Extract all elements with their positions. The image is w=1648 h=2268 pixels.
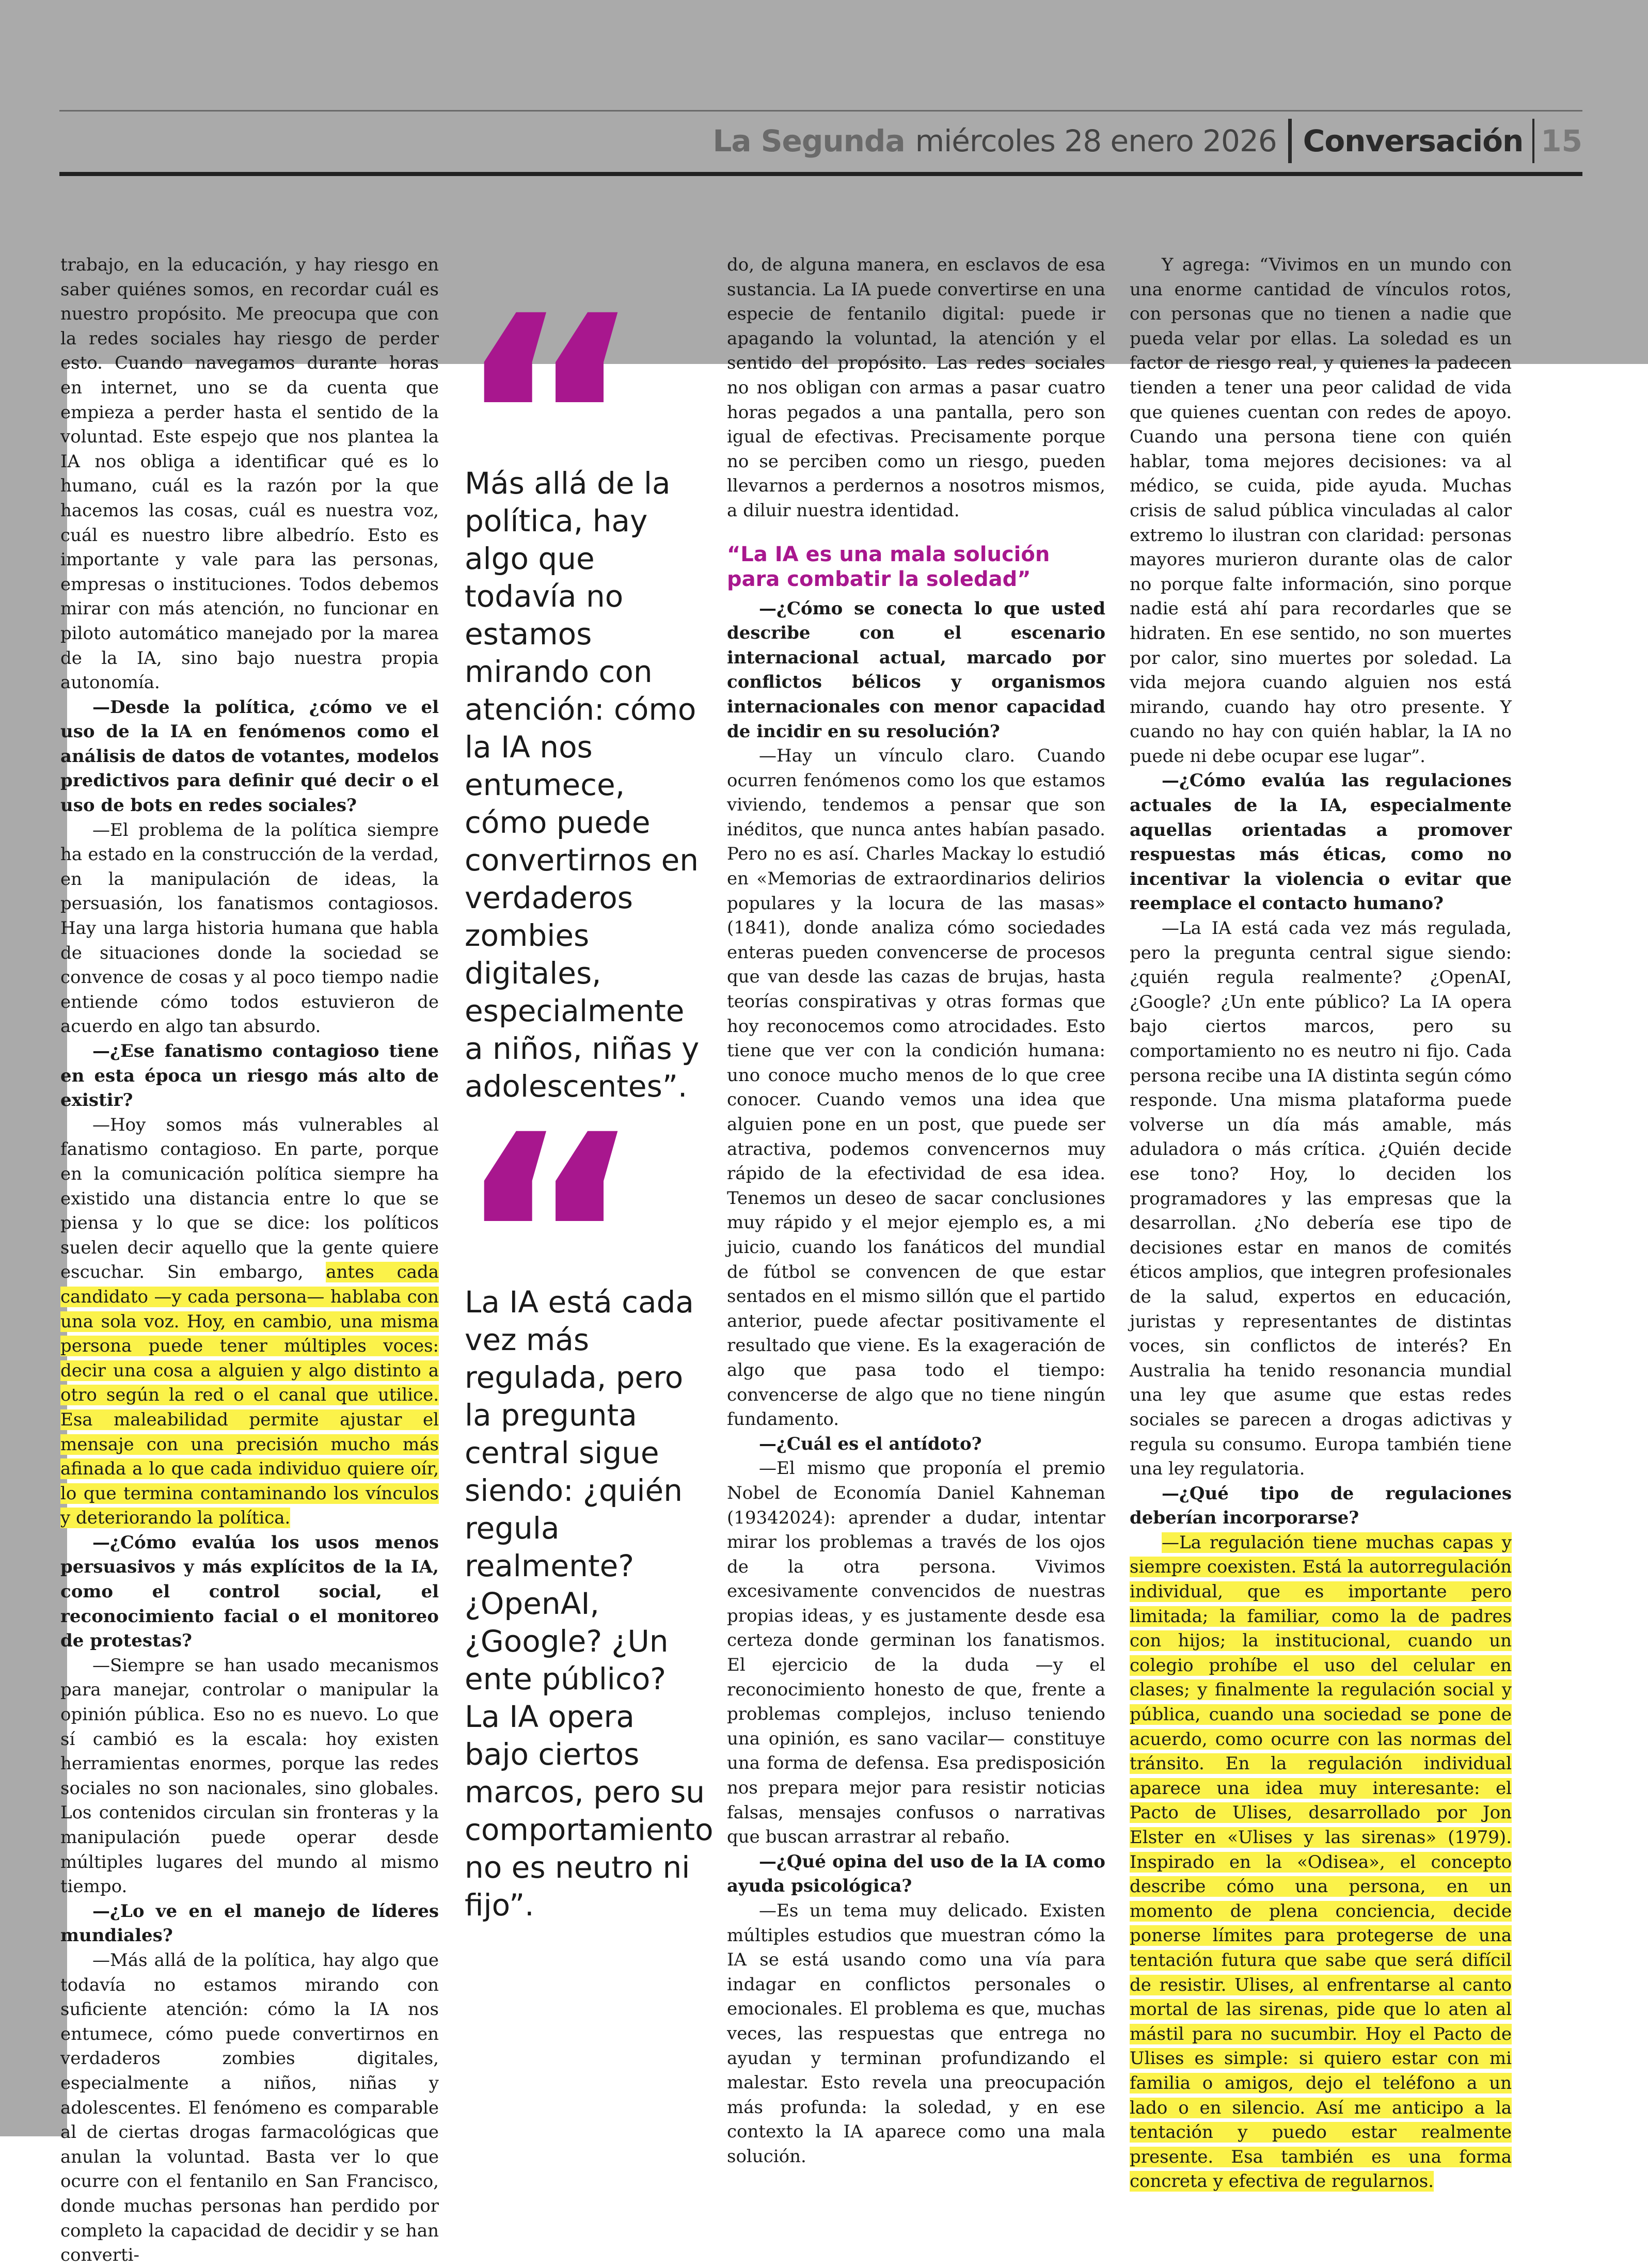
quote-mark-icon <box>454 310 707 465</box>
interview-answer: —La IA está cada vez más regulada, pero la pregunta central sigue siendo: ¿quién regula realmente? ¿OpenAI, ¿Google? ¿Un ente público? La IA opera bajo ciertos marcos, pero su comportamiento no es neutro ni fijo. Cada persona recibe una IA distinta según cómo responde. Una misma plataforma puede volverse un día más amable, más aduladora o más crítica. ¿Quién decide ese tono? Hoy, lo deciden los programadores y las empresas que la desarrollan. ¿No debería ese tipo de decisiones estar en manos de comités éticos amplios, que integren profesionales de la salud, expertos en educación, juristas y representantes de distintas voces, sin conflictos de interés? En Australia ha tenido resonancia mundial una ley que asume que estas redes sociales se parecen a drogas adictivas y regula su consumo. Europa también tiene una ley regulatoria. <box>1130 918 1512 1480</box>
header-rule <box>59 172 1582 176</box>
interview-question: —¿Cómo evalúa los usos menos persuasivos y más explícitos de la IA, como el control social, el reconocimiento facial o el monitoreo de protestas? <box>60 1532 439 1652</box>
interview-answer: —El mismo que proponía el premio Nobel de Economía Daniel Kahneman (19342024): aprender a dudar, intentar mirar los problemas a través de los ojos de la otra persona. Vivimos excesivamente convencidos de nuestras propias ideas, y es justamente desde esa certeza donde germinan los fanatismos. El ejercicio de la duda —y el reconocimiento honesto de que, frente a problemas complejos, incluso teniendo una opinión, es sano vacilar— constituye una forma de defensa. Esa predisposición nos prepara mejor para resistir noticias falsas, mensajes confusos o narrativas que buscan arrastrar al rebaño. <box>727 1458 1105 1848</box>
answer-text: —Hoy somos más vulnerables al fanatismo contagioso. En parte, porque en la comunicación política siempre ha existido una distancia entre lo que se piensa y lo que se dice: los políticos suelen decir aquello que la gente quiere escuchar. Sin embargo, <box>60 1114 439 1283</box>
article-column-1 <box>60 253 439 2268</box>
page-header <box>59 113 1582 169</box>
top-rule <box>59 110 1582 112</box>
pull-quote-text: La IA está cada vez más regulada, pero la pregunta central sigue siendo: ¿quién regula realmente? ¿OpenAI, ¿Google? ¿Un ente público? La IA opera bajo ciertos marcos, pero su comportamiento no es neutro ni fijo”. <box>465 1284 714 1923</box>
section-subheading: “La IA es una mala solución para combatir la soledad” <box>727 542 1050 591</box>
interview-question: —¿Cuál es el antídoto? <box>759 1433 982 1454</box>
interview-question: —¿Lo ve en el manejo de líderes mundiales? <box>60 1900 439 1946</box>
paragraph: Y agrega: “Vivimos en un mundo con una enorme cantidad de vínculos rotos, con personas que no tienen a nadie que pueda velar por ellas. La soledad es un factor de riesgo real, y quienes la padecen tienden a tener una peor calidad de vida que quienes cuentan con redes de apoyo. Cuando una persona tiene con quién hablar, toma mejores decisiones: va al médico, se cuida, pide ayuda. Muchas crisis de salud pública vinculadas al calor extremo lo ilustran con claridad: personas mayores murieron durante olas de calor no porque falte información, sino porque nadie está ahí para recordarles que se hidraten. En ese sentido, no son muertes por calor, sino muertes por soledad. La vida mejora cuando alguien nos está mirando, cuando hay otro presente. Y cuando no hay con quién hablar, la IA no puede ni debe ocupar ese lugar”. <box>1130 255 1512 767</box>
quote-mark-icon <box>454 1129 707 1283</box>
page-number: 15 <box>1541 123 1582 158</box>
pull-quote-1 <box>465 310 707 1105</box>
interview-answer: —Más allá de la política, hay algo que todavía no estamos mirando con suficiente atención: cómo la IA nos entumece, cómo puede convertirnos en verdaderos zombies digitales, especialmente a niños, niñas y adolescentes. El fenómeno es comparable al de ciertas drogas farmacológicas que anulan la voluntad. Basta ver lo que ocurre con el fentanilo en San Francisco, donde muchas personas han perdido por completo la capacidad de decidir y se han converti- <box>60 1949 439 2266</box>
publication-name: La Segunda <box>712 123 905 158</box>
interview-answer: —Hay un vínculo claro. Cuando ocurren fenómenos como los que estamos viviendo, tendemos a pensar que son inéditos, que nunca antes habían pasado. Pero no es así. Charles Mackay lo estudió en «Memorias de extraordinarios delirios populares y la locura de las masas» (1841), donde analiza cómo sociedades enteras pueden convencerse de procesos que van desde las cazas de brujas, hasta teorías conspirativas y otras formas que hoy reconocemos como atrocidades. Esto tiene que ver con la condición humana: uno conoce mucho menos de lo que cree conocer. Cuando vemos una idea que alguien pone en un post, que puede ser atractiva, podemos convencernos muy rápido de la efectividad de esa idea. Tenemos un deseo de sacar conclusiones muy rápido y el mejor ejemplo es, a mi juicio, cuando los fanáticos del mundial de fútbol se convencen de que estar sentados en el mismo sillón que el partido anterior, puede afectar positivamente el resultado que viene. Es la exageración de algo que pasa todo el tiempo: convencerse de algo que no tiene ningún fundamento. <box>727 746 1105 1430</box>
interview-answer: —Es un tema muy delicado. Existen múltiples estudios que muestran cómo la IA se está usando como una vía para indagar en conflictos personales o emocionales. El problema es que, muchas veces, las respuestas que entrega no ayudan y terminan profundizando el malestar. Esto revela una preocupación más profunda: la soledad, y en ese contexto la IA aparece como una mala solución. <box>727 1900 1105 2167</box>
pull-quote-2 <box>465 1129 714 1924</box>
interview-question: —¿Cómo evalúa las regulaciones actuales de la IA, especialmente aquellas orientadas a promover respuestas más éticas, como no incentivar la violencia o evitar que reemplace el contacto humano? <box>1130 770 1512 914</box>
interview-question: —¿Qué tipo de regulaciones deberían incorporarse? <box>1130 1483 1512 1529</box>
header-divider <box>1288 119 1292 163</box>
highlighted-text: antes cada candidato —y cada persona— hablaba con una sola voz. Hoy, en cambio, una misma persona puede tener múltiples voces: decir una cosa a alguien y algo distinto a otro según la red o el canal que utilice. Esa maleabilidad permite ajustar el mensaje con una precisión mucho más afinada a lo que cada individuo quiere oír, lo que termina contaminando los vínculos y deteriorando la política. <box>60 1262 439 1529</box>
interview-answer <box>1130 1531 1512 2194</box>
interview-question: —¿Qué opina del uso de la IA como ayuda psicológica? <box>727 1851 1105 1897</box>
article-column-3 <box>727 253 1105 2169</box>
paragraph: do, de alguna manera, en esclavos de esa sustancia. La IA puede convertirse en una especie de fentanilo digital: puede ir apagando la voluntad, la atención y el sentido del propósito. Las redes sociales no nos obligan con armas a pasar cuatro horas pegados a una pantalla, pero son igual de efectivas. Precisamente porque no se perciben como un riesgo, pueden llevarnos a perdernos a nosotros mismos, a diluir nuestra identidad. <box>727 255 1105 521</box>
interview-question: —¿Ese fanatismo contagioso tiene en esta época un riesgo más alto de existir? <box>60 1041 439 1111</box>
interview-answer: —El problema de la política siempre ha estado en la construcción de la verdad, en la manipulación de ideas, la persuasión, los fanatismos contagiosos. Hay una larga historia humana que habla de situaciones donde la sociedad se convence de cosas y al poco tiempo nadie entiende cómo todos estuvieron de acuerdo en algo tan absurdo. <box>60 819 439 1037</box>
pull-quote-text: Más allá de la política, hay algo que todavía no estamos mirando con atención: cómo la IA nos entumece, cómo puede convertirnos en verdaderos zombies digitales, especialmente a niños, niñas y adolescentes”. <box>465 466 700 1104</box>
paragraph: trabajo, en la educación, y hay riesgo en saber quiénes somos, en recordar cuál es nuestro propósito. Me preocupa que con la redes sociales hay riesgo de perder esto. Cuando navegamos durante horas en internet, uno se da cuenta que empieza a perder hasta el sentido de la voluntad. Este espejo que nos plantea la IA nos obliga a identificar qué es lo humano, cuál es la razón por la que hacemos las cosas, cuál es nuestra voz, cuál es nuestro libre albedrío. Esto es importante y vale para las personas, empresas o instituciones. Todos debemos mirar con más atención, no funcionar en piloto automático manejado por la marea de la IA, sino bajo nuestra propia autonomía. <box>60 255 439 693</box>
section-name: Conversación <box>1303 123 1524 158</box>
interview-answer <box>60 1113 439 1531</box>
interview-question: —¿Cómo se conecta lo que usted describe con el escenario internacional actual, marcado por conflictos bélicos y organismos internacionales con menor capacidad de incidir en su resolución? <box>727 598 1105 742</box>
interview-question: —Desde la política, ¿cómo ve el uso de la IA en fenómenos como el análisis de datos de votantes, modelos predictivos para definir qué decir o el uso de bots en redes sociales? <box>60 696 439 816</box>
issue-date: miércoles 28 enero 2026 <box>915 123 1277 158</box>
highlighted-text: —La regulación tiene muchas capas y siempre coexisten. Está la autorregulación individual, que es importante pero limitada; la familiar, como la de padres con hijos; la institucional, cuando un colegio prohíbe el uso del celular en clases; y finalmente la regulación social y pública, cuando una sociedad se pone de acuerdo, como ocurre con las normas del tránsito. En la regulación individual aparece una idea muy interesante: el Pacto de Ulises, desarrollado por Jon Elster en «Ulises y las sirenas» (1979). Inspirado en la «Odisea», el concepto describe cómo una persona, en un momento de plena conciencia, decide ponerse límites para protegerse de una tentación futura que sabe que será difícil de resistir. Ulises, al enfrentarse al canto mortal de las sirenas, pide que lo aten al mástil para no sucumbir. Hoy el Pacto de Ulises es simple: si quiero estar con mi familia o amigos, dejo el teléfono a un lado o en silencio. Así me anticipo a la tentación y puedo estar realmente presente. Esa también es una forma concreta y efectiva de regularnos. <box>1130 1532 1512 2192</box>
header-divider <box>1532 119 1534 163</box>
article-column-4 <box>1130 253 1512 2194</box>
interview-answer: —Siempre se han usado mecanismos para manejar, controlar o manipular la opinión pública. Eso no es nuevo. Lo que sí cambió es la escala: hoy existen herramientas enormes, porque las redes sociales no son nacionales, sino globales. Los contenidos circulan sin fronteras y la manipulación puede operar desde múltiples lugares del mundo al mismo tiempo. <box>60 1655 439 1897</box>
